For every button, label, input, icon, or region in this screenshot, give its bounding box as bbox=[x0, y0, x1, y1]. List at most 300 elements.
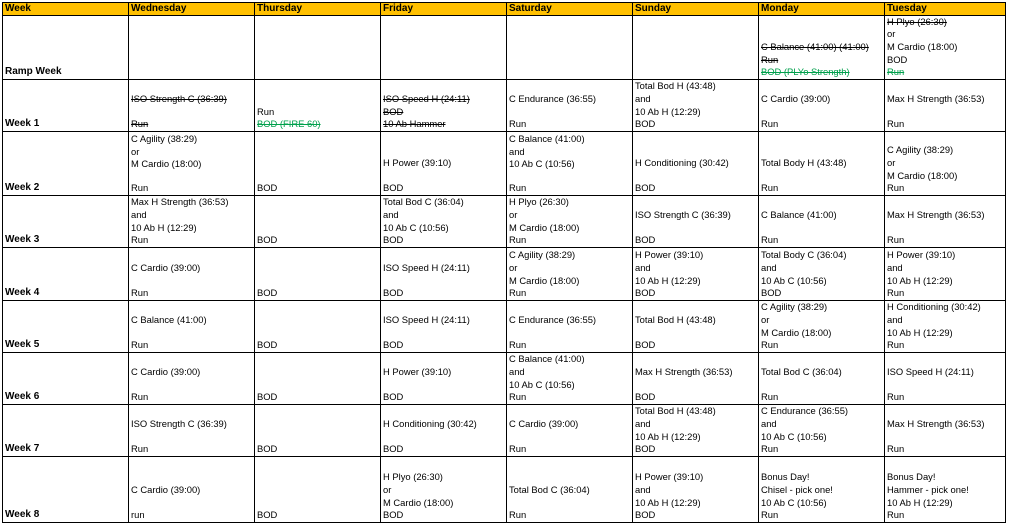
blank-line bbox=[509, 497, 630, 510]
cell-content bbox=[383, 81, 504, 131]
cell-friday[interactable] bbox=[381, 405, 507, 457]
cell-line: and bbox=[635, 92, 651, 104]
cell-line: 10 Ab H (12:29) bbox=[635, 430, 701, 442]
cell-line: Run bbox=[131, 339, 149, 351]
cell-content bbox=[887, 81, 1003, 131]
cell-line: C Agility (38:29) bbox=[131, 133, 198, 144]
cell-line: H Plyo (26:30) bbox=[383, 471, 443, 483]
header-monday[interactable]: Monday bbox=[759, 3, 885, 16]
cell-line: BOD bbox=[635, 339, 656, 351]
cell-line: or bbox=[131, 145, 140, 157]
cell-friday[interactable] bbox=[381, 353, 507, 405]
cell-thursday[interactable] bbox=[255, 301, 381, 353]
cell-content bbox=[509, 17, 630, 79]
blank-line bbox=[761, 106, 882, 119]
cell-wednesday[interactable] bbox=[129, 457, 255, 523]
cell-line: Run bbox=[887, 443, 905, 455]
cell-sunday[interactable] bbox=[633, 248, 759, 301]
cell-line: C Agility (38:29) bbox=[509, 249, 576, 261]
cell-line: H Conditioning (30:42) bbox=[635, 156, 729, 168]
header-sunday[interactable]: Sunday bbox=[633, 3, 759, 16]
cell-line: Run bbox=[887, 234, 905, 246]
cell-line: C Balance (41:00) bbox=[761, 208, 837, 220]
cell-wednesday[interactable] bbox=[129, 353, 255, 405]
cell-wednesday[interactable] bbox=[129, 132, 255, 196]
cell-content bbox=[131, 249, 252, 300]
cell-saturday[interactable] bbox=[507, 196, 633, 248]
cell-line: Run bbox=[509, 182, 527, 194]
blank-line bbox=[383, 431, 504, 444]
cell-line: and bbox=[509, 365, 525, 377]
cell-line: M Cardio (18:00) bbox=[131, 158, 202, 170]
cell-line: BOD bbox=[635, 509, 656, 521]
cell-line: C Endurance (36:55) bbox=[509, 92, 597, 104]
cell-content bbox=[257, 354, 378, 404]
cell-content bbox=[383, 17, 504, 79]
cell-line: Bonus Day! bbox=[887, 471, 936, 483]
week-row bbox=[3, 196, 1006, 248]
cell-content bbox=[887, 133, 1003, 195]
cell-content bbox=[509, 133, 630, 195]
cell-line: M Cardio (18:00) bbox=[509, 221, 580, 233]
cell-monday[interactable] bbox=[759, 457, 885, 523]
cell-line: Run bbox=[761, 182, 779, 194]
cell-monday[interactable] bbox=[759, 405, 885, 457]
cell-content bbox=[887, 197, 1003, 247]
cell-content bbox=[635, 17, 756, 79]
cell-line: Bonus Day! bbox=[761, 471, 810, 483]
cell-line: ISO Strength C (36:39) bbox=[131, 417, 227, 429]
cell-line: Chisel - pick one! bbox=[761, 483, 833, 495]
cell-line: BOD bbox=[383, 234, 404, 246]
cell-line: BOD bbox=[887, 53, 908, 65]
header-week[interactable]: Week bbox=[3, 3, 129, 16]
cell-content bbox=[887, 458, 1003, 522]
cell-line: Run bbox=[131, 118, 149, 130]
week-label[interactable]: Week 2 bbox=[3, 132, 129, 196]
cell-content bbox=[635, 81, 756, 131]
cell-line: and bbox=[383, 208, 399, 220]
cell-friday[interactable] bbox=[381, 16, 507, 80]
cell-line: Run bbox=[761, 53, 779, 65]
cell-line: H Conditioning (30:42) bbox=[383, 417, 477, 429]
cell-friday[interactable] bbox=[381, 301, 507, 353]
cell-saturday[interactable] bbox=[507, 80, 633, 132]
cell-content bbox=[257, 133, 378, 195]
cell-line: H Power (39:10) bbox=[383, 365, 452, 377]
cell-line: BOD bbox=[383, 391, 404, 403]
cell-line: or bbox=[887, 156, 896, 168]
cell-line: Run bbox=[887, 391, 905, 403]
cell-line: 10 Ab H (12:29) bbox=[635, 496, 701, 508]
cell-content bbox=[761, 133, 882, 195]
cell-content bbox=[887, 302, 1003, 352]
blank-line bbox=[509, 327, 630, 340]
cell-line: BOD bbox=[257, 339, 278, 351]
cell-sunday[interactable] bbox=[633, 196, 759, 248]
cell-line: Run bbox=[887, 339, 905, 351]
cell-line: C Balance (41:00) bbox=[509, 133, 585, 144]
cell-wednesday[interactable] bbox=[129, 80, 255, 132]
cell-line: Run bbox=[887, 118, 905, 130]
cell-monday[interactable] bbox=[759, 16, 885, 80]
week-label[interactable]: Week 8 bbox=[3, 457, 129, 523]
cell-line: and bbox=[887, 261, 903, 273]
cell-line: Run bbox=[131, 391, 149, 403]
cell-friday[interactable] bbox=[381, 248, 507, 301]
cell-wednesday[interactable] bbox=[129, 301, 255, 353]
week-row bbox=[3, 405, 1006, 457]
cell-line: Max H Strength (36:53) bbox=[887, 208, 985, 220]
cell-line: C Balance (41:00) (41:00) bbox=[761, 40, 869, 52]
cell-line: or bbox=[383, 483, 392, 495]
cell-line: BOD bbox=[635, 118, 656, 130]
week-row bbox=[3, 457, 1006, 523]
cell-line: 10 Ab H (12:29) bbox=[887, 326, 953, 338]
week-label[interactable]: Ramp Week bbox=[3, 16, 129, 80]
cell-friday[interactable] bbox=[381, 457, 507, 523]
cell-line: Max H Strength (36:53) bbox=[887, 417, 985, 429]
cell-line: Run bbox=[131, 182, 149, 194]
cell-line: Max H Strength (36:53) bbox=[131, 196, 229, 208]
cell-content bbox=[509, 81, 630, 131]
cell-line: and bbox=[635, 417, 651, 429]
cell-content bbox=[383, 302, 504, 352]
cell-content bbox=[761, 406, 882, 456]
cell-tuesday[interactable] bbox=[885, 16, 1006, 80]
cell-sunday[interactable] bbox=[633, 132, 759, 196]
cell-tuesday[interactable] bbox=[885, 405, 1006, 457]
blank-line bbox=[383, 275, 504, 288]
cell-line: M Cardio (18:00) bbox=[761, 326, 832, 338]
cell-line: H Power (39:10) bbox=[635, 471, 704, 483]
week-row bbox=[3, 248, 1006, 301]
cell-line: C Cardio (39:00) bbox=[761, 92, 831, 104]
cell-line: 10 Ab C (10:56) bbox=[509, 158, 575, 170]
cell-content bbox=[761, 302, 882, 352]
cell-line: Total Bod H (43:48) bbox=[635, 405, 716, 417]
blank-line bbox=[761, 170, 882, 183]
cell-tuesday[interactable] bbox=[885, 353, 1006, 405]
cell-line: Run bbox=[509, 443, 527, 455]
cell-friday[interactable] bbox=[381, 80, 507, 132]
cell-content bbox=[509, 302, 630, 352]
cell-line: 10 Ab C (10:56) bbox=[761, 430, 827, 442]
cell-line: ISO Speed H (24:11) bbox=[383, 261, 470, 273]
cell-saturday[interactable] bbox=[507, 457, 633, 523]
cell-line: Max H Strength (36:53) bbox=[887, 92, 985, 104]
cell-monday[interactable] bbox=[759, 196, 885, 248]
cell-tuesday[interactable] bbox=[885, 457, 1006, 523]
cell-line: H Conditioning (30:42) bbox=[887, 301, 981, 313]
cell-line: BOD bbox=[635, 443, 656, 455]
cell-line: Run bbox=[509, 339, 527, 351]
cell-line: BOD (PLYo Strength) bbox=[761, 66, 850, 78]
cell-content bbox=[635, 458, 756, 522]
cell-line: C Agility (38:29) bbox=[887, 144, 954, 156]
week-row bbox=[3, 353, 1006, 405]
cell-line: 10 Ab H (12:29) bbox=[635, 274, 701, 286]
cell-content bbox=[131, 17, 252, 79]
cell-line: Run bbox=[761, 339, 779, 351]
cell-line: or bbox=[887, 28, 896, 40]
blank-line bbox=[131, 327, 252, 340]
cell-line: and bbox=[887, 313, 903, 325]
cell-line: H Plyo (26:30) bbox=[887, 15, 947, 27]
cell-monday[interactable] bbox=[759, 132, 885, 196]
cell-content bbox=[257, 302, 378, 352]
blank-line bbox=[635, 170, 756, 183]
cell-line: BOD bbox=[257, 182, 278, 194]
cell-line: BOD (FIRE 60) bbox=[257, 118, 321, 130]
cell-sunday[interactable] bbox=[633, 16, 759, 80]
cell-content bbox=[131, 458, 252, 522]
cell-line: H Power (39:10) bbox=[887, 249, 956, 261]
cell-content bbox=[257, 197, 378, 247]
blank-line bbox=[887, 379, 1003, 392]
cell-line: Run bbox=[887, 509, 905, 521]
cell-line: Run bbox=[509, 391, 527, 403]
header-friday[interactable]: Friday bbox=[381, 3, 507, 16]
week-label[interactable]: Week 7 bbox=[3, 405, 129, 457]
cell-line: BOD bbox=[257, 391, 278, 403]
cell-wednesday[interactable] bbox=[129, 16, 255, 80]
cell-line: and bbox=[131, 208, 147, 220]
cell-sunday[interactable] bbox=[633, 405, 759, 457]
header-thursday[interactable]: Thursday bbox=[255, 3, 381, 16]
cell-sunday[interactable] bbox=[633, 301, 759, 353]
cell-tuesday[interactable] bbox=[885, 248, 1006, 301]
cell-line: Run bbox=[761, 118, 779, 130]
cell-line: ISO Speed H (24:11) bbox=[887, 365, 974, 377]
cell-line: BOD bbox=[383, 287, 404, 299]
cell-content bbox=[257, 458, 378, 522]
week-row bbox=[3, 301, 1006, 353]
cell-content bbox=[761, 354, 882, 404]
cell-tuesday[interactable] bbox=[885, 132, 1006, 196]
cell-friday[interactable] bbox=[381, 132, 507, 196]
cell-line: Total Body C (36:04) bbox=[761, 249, 847, 261]
cell-line: ISO Speed H (24:11) bbox=[383, 313, 470, 325]
cell-line: Run bbox=[887, 287, 905, 299]
week-label[interactable]: Week 6 bbox=[3, 353, 129, 405]
cell-saturday[interactable] bbox=[507, 132, 633, 196]
cell-tuesday[interactable] bbox=[885, 301, 1006, 353]
cell-content bbox=[635, 406, 756, 456]
blank-line bbox=[635, 222, 756, 235]
cell-tuesday[interactable] bbox=[885, 80, 1006, 132]
week-row bbox=[3, 132, 1006, 196]
cell-content bbox=[509, 458, 630, 522]
cell-line: C Endurance (36:55) bbox=[509, 313, 597, 325]
week-label[interactable]: Week 3 bbox=[3, 196, 129, 248]
blank-line bbox=[131, 497, 252, 510]
cell-line: C Cardio (39:00) bbox=[131, 261, 201, 273]
cell-line: BOD bbox=[383, 443, 404, 455]
blank-line bbox=[131, 106, 252, 119]
cell-line: Total Bod C (36:04) bbox=[383, 196, 464, 208]
cell-line: Run bbox=[761, 391, 779, 403]
cell-line: BOD bbox=[383, 509, 404, 521]
cell-content bbox=[383, 354, 504, 404]
cell-line: 10 Ab C (10:56) bbox=[383, 221, 449, 233]
workout-schedule-table bbox=[2, 2, 1006, 523]
cell-line: Run bbox=[131, 287, 149, 299]
cell-content bbox=[383, 133, 504, 195]
cell-sunday[interactable] bbox=[633, 353, 759, 405]
cell-content bbox=[131, 406, 252, 456]
blank-line bbox=[761, 379, 882, 392]
cell-line: 10 Ab Hammer bbox=[383, 118, 446, 130]
cell-line: Run bbox=[761, 509, 779, 521]
cell-line: Run bbox=[887, 66, 905, 78]
cell-wednesday[interactable] bbox=[129, 196, 255, 248]
cell-saturday[interactable] bbox=[507, 16, 633, 80]
cell-friday[interactable] bbox=[381, 196, 507, 248]
blank-line bbox=[887, 222, 1003, 235]
cell-content bbox=[761, 81, 882, 131]
cell-line: BOD bbox=[761, 287, 782, 299]
cell-line: BOD bbox=[635, 234, 656, 246]
cell-line: or bbox=[509, 208, 518, 220]
cell-line: Total Bod H (43:48) bbox=[635, 313, 716, 325]
cell-line: C Cardio (39:00) bbox=[509, 417, 579, 429]
cell-line: H Plyo (26:30) bbox=[509, 196, 569, 208]
cell-thursday[interactable] bbox=[255, 80, 381, 132]
cell-line: Total Bod C (36:04) bbox=[761, 365, 842, 377]
cell-content bbox=[761, 197, 882, 247]
cell-content bbox=[131, 197, 252, 247]
cell-thursday[interactable] bbox=[255, 248, 381, 301]
cell-content bbox=[509, 197, 630, 247]
cell-line: ISO Strength C (36:39) bbox=[131, 92, 227, 104]
cell-line: Run bbox=[509, 509, 527, 521]
cell-line: BOD bbox=[257, 509, 278, 521]
cell-wednesday[interactable] bbox=[129, 248, 255, 301]
cell-saturday[interactable] bbox=[507, 405, 633, 457]
cell-wednesday[interactable] bbox=[129, 405, 255, 457]
cell-line: Max H Strength (36:53) bbox=[635, 365, 733, 377]
cell-content bbox=[887, 17, 1003, 79]
cell-content bbox=[509, 249, 630, 300]
blank-line bbox=[761, 222, 882, 235]
cell-line: and bbox=[635, 261, 651, 273]
cell-thursday[interactable] bbox=[255, 405, 381, 457]
cell-line: Total Bod H (43:48) bbox=[635, 80, 716, 92]
blank-line bbox=[635, 327, 756, 340]
cell-sunday[interactable] bbox=[633, 80, 759, 132]
cell-content bbox=[887, 354, 1003, 404]
cell-saturday[interactable] bbox=[507, 248, 633, 301]
cell-line: ISO Speed H (24:11) bbox=[383, 92, 470, 104]
blank-line bbox=[383, 379, 504, 392]
cell-thursday[interactable] bbox=[255, 196, 381, 248]
cell-monday[interactable] bbox=[759, 80, 885, 132]
cell-content bbox=[257, 17, 378, 79]
cell-content bbox=[509, 406, 630, 456]
week-row bbox=[3, 16, 1006, 80]
cell-line: H Power (39:10) bbox=[383, 156, 452, 168]
blank-line bbox=[131, 275, 252, 288]
week-label[interactable]: Week 5 bbox=[3, 301, 129, 353]
cell-line: Total Bod C (36:04) bbox=[509, 483, 590, 495]
cell-content bbox=[635, 197, 756, 247]
cell-line: and bbox=[761, 417, 777, 429]
cell-line: 10 Ab H (12:29) bbox=[887, 274, 953, 286]
header-wednesday[interactable]: Wednesday bbox=[129, 3, 255, 16]
cell-content bbox=[257, 406, 378, 456]
cell-line: BOD bbox=[383, 105, 404, 117]
cell-line: Total Body H (43:48) bbox=[761, 156, 847, 168]
cell-content bbox=[635, 249, 756, 300]
cell-content bbox=[635, 354, 756, 404]
cell-content bbox=[887, 406, 1003, 456]
header-row bbox=[3, 3, 1006, 16]
cell-thursday[interactable] bbox=[255, 16, 381, 80]
header-saturday[interactable]: Saturday bbox=[507, 3, 633, 16]
blank-line bbox=[887, 431, 1003, 444]
cell-line: Run bbox=[887, 182, 905, 194]
cell-line: 10 Ab C (10:56) bbox=[509, 378, 575, 390]
cell-line: 10 Ab C (10:56) bbox=[761, 274, 827, 286]
cell-content bbox=[257, 249, 378, 300]
cell-line: Run bbox=[761, 443, 779, 455]
blank-line bbox=[131, 171, 252, 182]
cell-monday[interactable] bbox=[759, 301, 885, 353]
cell-content bbox=[761, 249, 882, 300]
cell-content bbox=[509, 354, 630, 404]
cell-content bbox=[257, 81, 378, 131]
cell-line: BOD bbox=[635, 287, 656, 299]
cell-line: and bbox=[761, 261, 777, 273]
cell-line: C Cardio (39:00) bbox=[131, 483, 201, 495]
cell-content bbox=[383, 458, 504, 522]
cell-line: C Balance (41:00) bbox=[509, 353, 585, 365]
cell-content bbox=[383, 249, 504, 300]
header-tuesday[interactable]: Tuesday bbox=[885, 3, 1006, 16]
cell-line: BOD bbox=[257, 234, 278, 246]
cell-line: Run bbox=[131, 234, 149, 246]
cell-content bbox=[887, 249, 1003, 300]
cell-line: Run bbox=[131, 443, 149, 455]
cell-thursday[interactable] bbox=[255, 132, 381, 196]
cell-thursday[interactable] bbox=[255, 457, 381, 523]
cell-line: ISO Strength C (36:39) bbox=[635, 208, 731, 220]
week-label[interactable]: Week 1 bbox=[3, 80, 129, 132]
blank-line bbox=[509, 171, 630, 182]
week-row bbox=[3, 80, 1006, 132]
cell-sunday[interactable] bbox=[633, 457, 759, 523]
cell-saturday[interactable] bbox=[507, 353, 633, 405]
cell-thursday[interactable] bbox=[255, 353, 381, 405]
cell-saturday[interactable] bbox=[507, 301, 633, 353]
cell-line: BOD bbox=[257, 443, 278, 455]
cell-tuesday[interactable] bbox=[885, 196, 1006, 248]
cell-line: 10 Ab H (12:29) bbox=[887, 496, 953, 508]
cell-line: run bbox=[131, 509, 145, 521]
cell-line: Run bbox=[509, 234, 527, 246]
cell-line: Run bbox=[257, 105, 275, 117]
week-label[interactable]: Week 4 bbox=[3, 248, 129, 301]
schedule-body bbox=[3, 16, 1006, 523]
cell-content bbox=[383, 197, 504, 247]
cell-content bbox=[635, 302, 756, 352]
blank-line bbox=[635, 379, 756, 392]
cell-content bbox=[635, 133, 756, 195]
cell-monday[interactable] bbox=[759, 248, 885, 301]
cell-line: BOD bbox=[635, 182, 656, 194]
cell-monday[interactable] bbox=[759, 353, 885, 405]
